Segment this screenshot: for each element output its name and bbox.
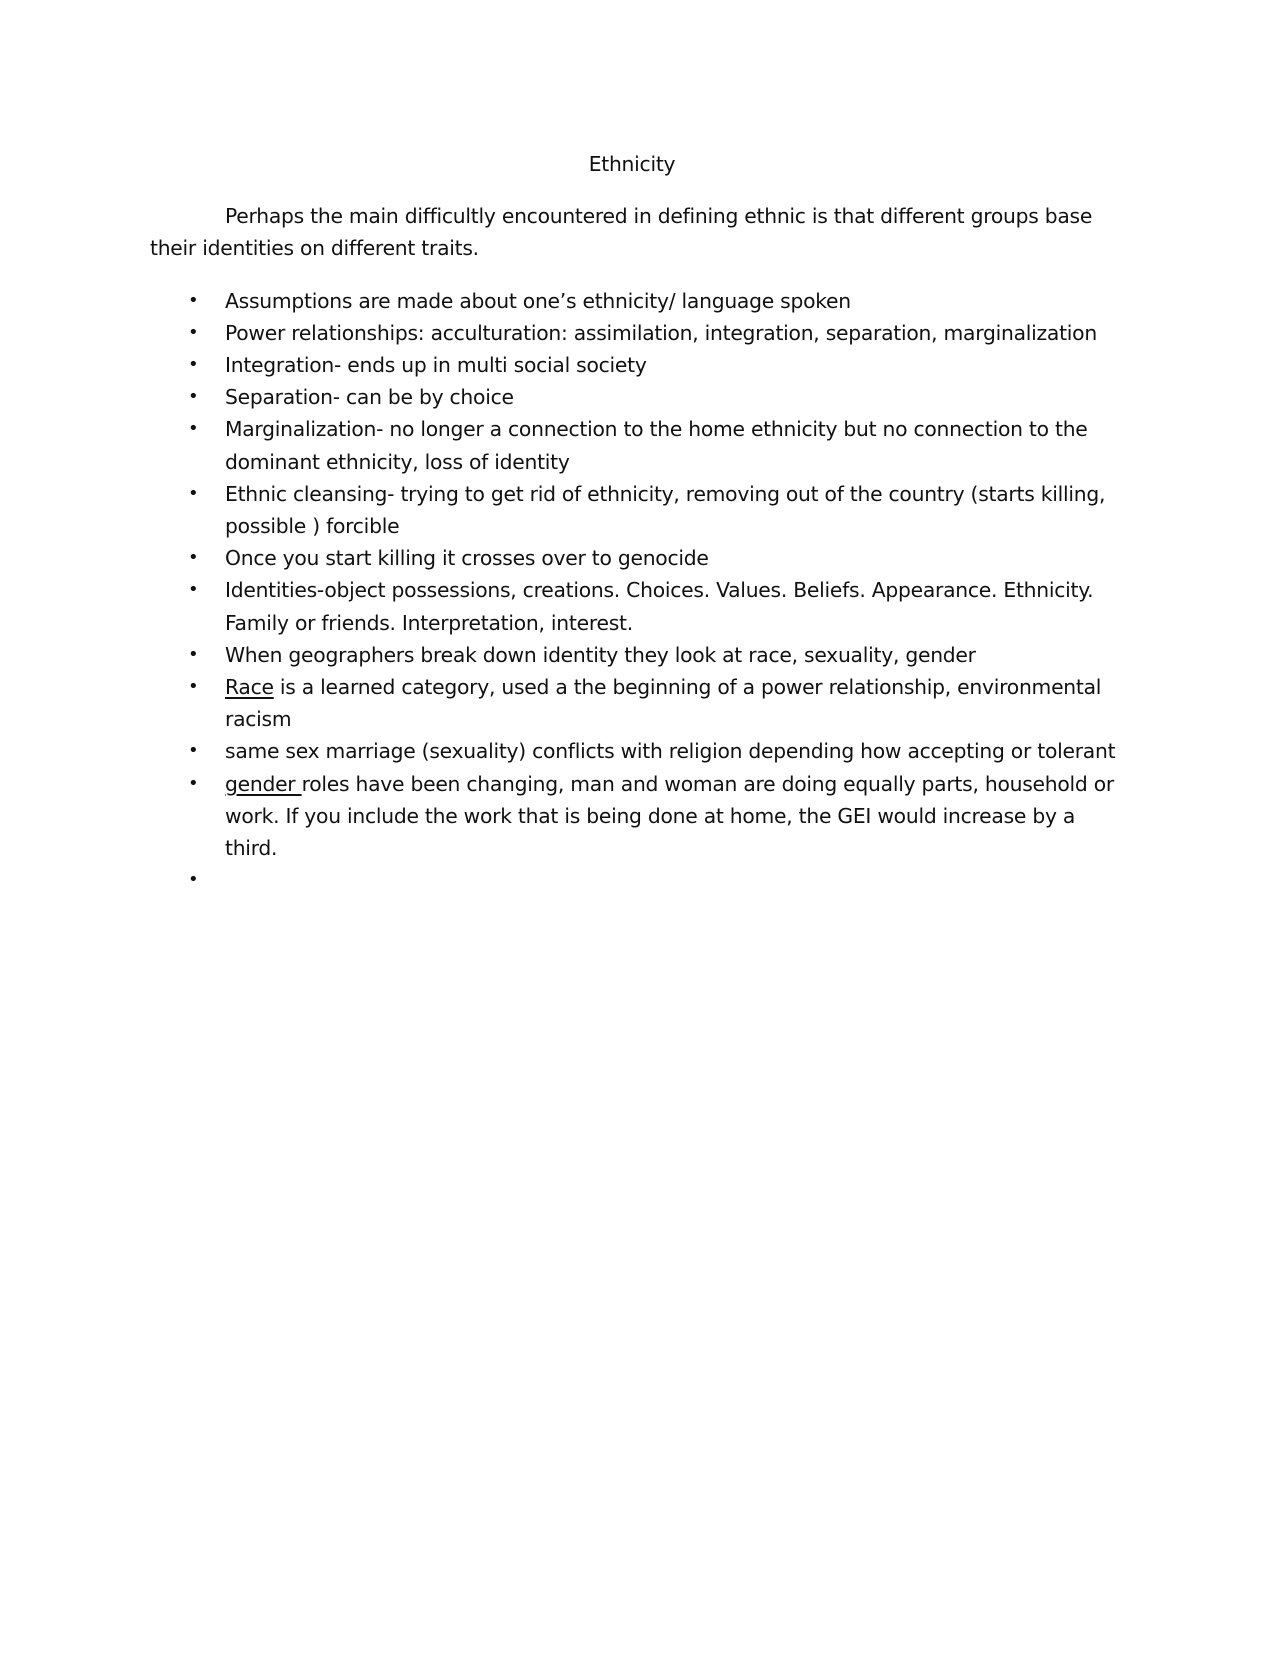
underlined-term: Race xyxy=(225,675,274,700)
bullet-list xyxy=(150,285,1120,897)
document-title: Ethnicity xyxy=(588,152,676,176)
bullet-icon: • xyxy=(188,386,199,408)
list-item-text: is a learned category, used a the beginning of a power relationship, environmental racism xyxy=(225,675,1102,732)
bullet-icon: • xyxy=(188,772,199,794)
bullet-icon: • xyxy=(188,643,199,665)
list-item xyxy=(150,574,1120,638)
list-item-text: Marginalization- no longer a connection to the home ethnicity but no connection to the dominant ethnicity, loss of identity xyxy=(225,417,1088,474)
bullet-icon: • xyxy=(188,321,199,343)
list-item xyxy=(150,285,1120,317)
list-item-text: roles have been changing, man and woman are doing equally parts, household or work. If you include the work that is being done at home, the GEI would increase by a third. xyxy=(225,771,1114,861)
list-item-text: Ethnic cleansing- trying to get rid of ethnicity, removing out of the country (starts killing, possible ) forcible xyxy=(225,481,1106,539)
list-item-text: Power relationships: acculturation: assimilation, integration, separation, marginalization xyxy=(225,320,1097,345)
list-item-text: Once you start killing it crosses over to genocide xyxy=(225,546,709,571)
intro-paragraph: Perhaps the main difficultly encountered in defining ethnic is that different groups base their identities on different traits. xyxy=(150,204,1093,261)
bullet-icon: • xyxy=(188,354,199,376)
list-item xyxy=(150,349,1120,381)
list-item xyxy=(150,735,1120,767)
list-item xyxy=(150,639,1120,671)
list-item xyxy=(150,478,1120,542)
list-item-text: Assumptions are made about one’s ethnicity/ language spoken xyxy=(225,288,851,313)
bullet-icon: • xyxy=(188,418,199,440)
bullet-icon: • xyxy=(188,579,199,601)
list-item-text: Identities-object possessions, creations. Choices. Values. Beliefs. Appearance. Ethnicity. Family or friends. Interpretation, interest. xyxy=(225,578,1094,635)
list-item xyxy=(150,381,1120,413)
list-item xyxy=(150,542,1120,574)
document-body xyxy=(150,148,1120,896)
list-item-text: Integration- ends up in multi social society xyxy=(225,353,647,378)
list-item-text: same sex marriage (sexuality) conflicts with religion depending how accepting or tolerant xyxy=(225,739,1116,764)
bullet-icon: • xyxy=(188,740,199,762)
list-item-text: Separation- can be by choice xyxy=(225,385,514,410)
bullet-icon: • xyxy=(188,482,199,504)
list-item-text: When geographers break down identity they look at race, sexuality, gender xyxy=(225,642,976,667)
list-item xyxy=(150,671,1120,735)
list-item xyxy=(150,413,1120,477)
bullet-icon: • xyxy=(188,869,199,891)
list-item xyxy=(150,864,1120,896)
bullet-icon: • xyxy=(188,289,199,311)
list-item xyxy=(150,317,1120,349)
underlined-term: gender xyxy=(225,771,302,796)
bullet-icon: • xyxy=(188,676,199,698)
bullet-icon: • xyxy=(188,547,199,569)
list-item xyxy=(150,768,1120,865)
